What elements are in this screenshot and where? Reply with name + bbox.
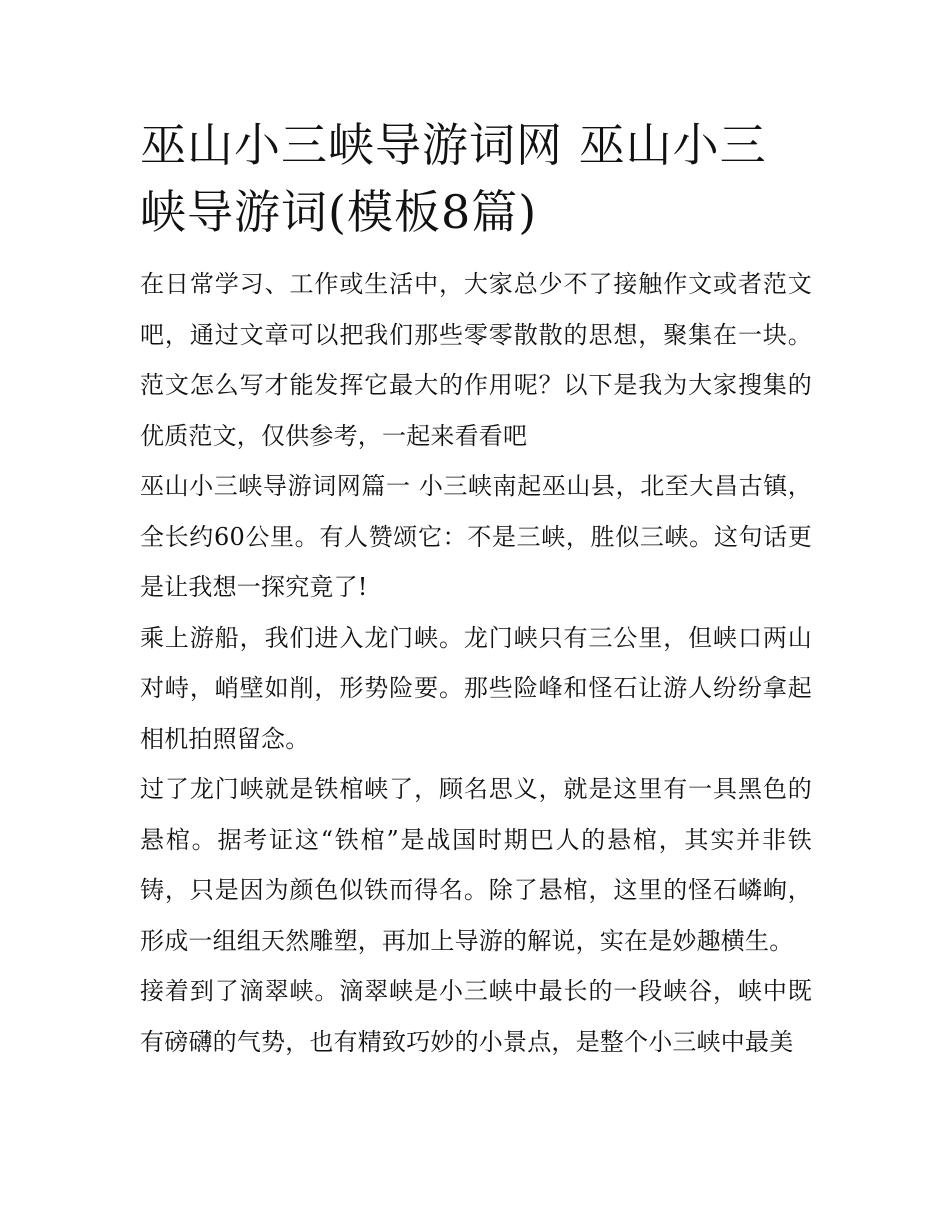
document-body [140, 112, 812, 1067]
document-title: 巫山小三峡导游词网 巫山小三峡导游词(模板8篇) [140, 118, 767, 239]
paragraph-longmen-gorge: 乘上游船，我们进入龙门峡。龙门峡只有三公里，但峡口两山对峙，峭壁如削，形势险要。那些险峰和怪石让游人纷纷拿起相机拍照留念。 [140, 623, 812, 753]
paragraph-dicui-gorge: 接着到了滴翠峡。滴翠峡是小三峡中最长的一段峡谷，峡中既有磅礴的气势，也有精致巧妙的小景点，是整个小三峡中最美 [140, 977, 812, 1056]
paragraph-intro: 在日常学习、工作或生活中，大家总少不了接触作文或者范文吧，通过文章可以把我们那些零零散散的思想，聚集在一块。范文怎么写才能发挥它最大的作用呢？以下是我为大家搜集的优质范文，仅供参考，一起来看看吧 [140, 270, 812, 450]
paragraph-tieguan-gorge: 过了龙门峡就是铁棺峡了，顾名思义，就是这里有一具黑色的悬棺。据考证这“铁棺”是战国时期巴人的悬棺，其实并非铁铸，只是因为颜色似铁而得名。除了悬棺，这里的怪石嶙峋，形成一组组天然雕塑，再加上导游的解说，实在是妙趣横生。 [140, 775, 812, 955]
paragraph-overview: 巫山小三峡导游词网篇一 小三峡南起巫山县，北至大昌古镇，全长约60公里。有人赞颂它：不是三峡，胜似三峡。这句话更是让我想一探究竟了! [140, 472, 812, 601]
